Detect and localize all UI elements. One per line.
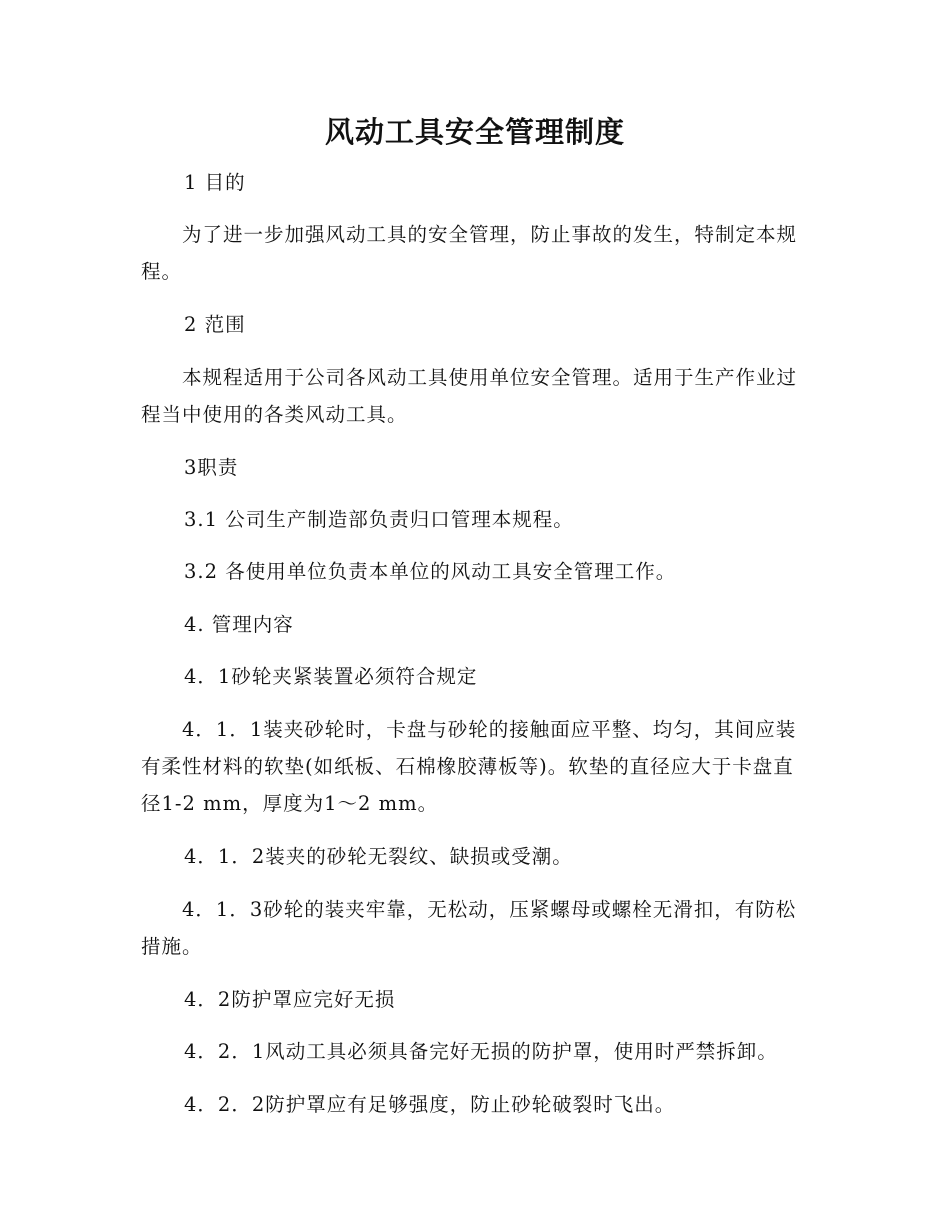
document-title: 风动工具安全管理制度: [324, 115, 625, 149]
clause-4-2-2: 4．2．2防护罩应有足够强度，防止砂轮破裂时飞出。: [184, 1093, 676, 1116]
section-heading-responsibility: 3职责: [184, 456, 239, 479]
clause-3-2: 3.2 各使用单位负责本单位的风动工具安全管理工作。: [184, 560, 677, 583]
section-heading-management: 4. 管理内容: [184, 613, 294, 636]
clause-4-1-1: 4．1．1装夹砂轮时，卡盘与砂轮的接触面应平整、均匀，其间应装有柔性材料的软垫(如纸板、石棉橡胶薄板等)。软垫的直径应大于卡盘直径1-2 mm，厚度为1～2 mm。: [141, 718, 797, 815]
clause-4-2: 4．2防护罩应完好无损: [184, 988, 396, 1011]
paragraph-purpose: 为了进一步加强风动工具的安全管理，防止事故的发生，特制定本规程。: [141, 223, 798, 283]
paragraph-scope: 本规程适用于公司各风动工具使用单位安全管理。适用于生产作业过程当中使用的各类风动工具。: [141, 366, 798, 426]
clause-4-2-1: 4．2．1风动工具必须具备完好无损的防护罩，使用时严禁拆卸。: [184, 1040, 778, 1063]
clause-4-1-3: 4．1．3砂轮的装夹牢靠，无松动，压紧螺母或螺栓无滑扣，有防松措施。: [141, 898, 797, 958]
section-heading-purpose: 1 目的: [184, 171, 246, 194]
clause-3-1: 3.1 公司生产制造部负责归口管理本规程。: [184, 508, 574, 531]
section-heading-scope: 2 范围: [184, 313, 246, 336]
clause-4-1-2: 4．1．2装夹的砂轮无裂纹、缺损或受潮。: [184, 845, 573, 868]
clause-4-1: 4．1砂轮夹紧装置必须符合规定: [184, 665, 478, 688]
